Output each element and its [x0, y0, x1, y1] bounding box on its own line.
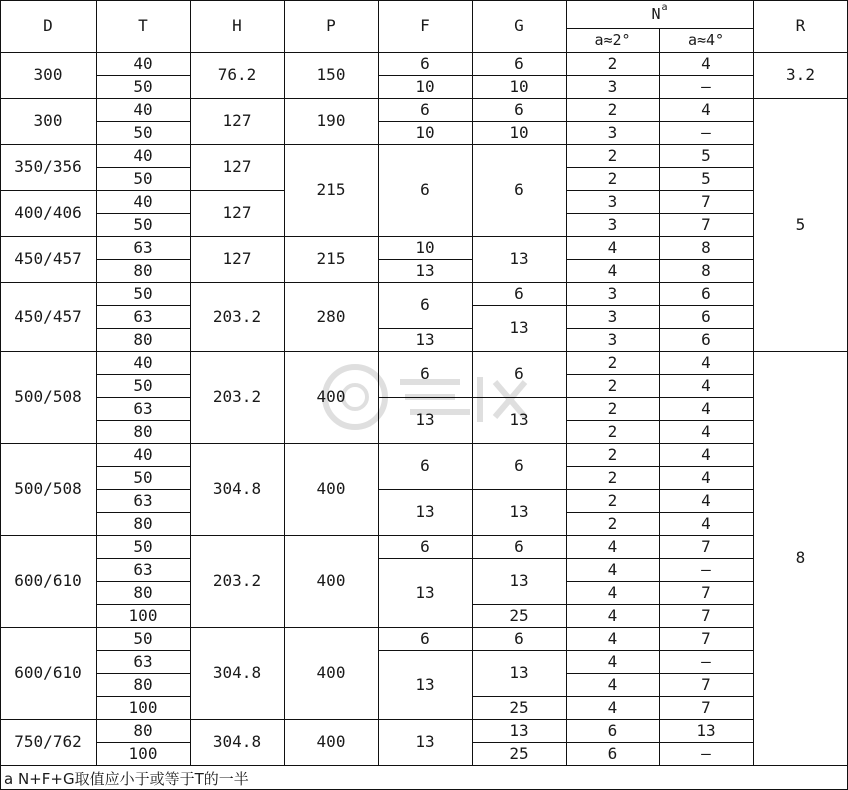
header-n — [566, 0, 753, 28]
d-cell: 450/457 — [14, 249, 82, 268]
p-cell: 400 — [316, 479, 346, 498]
header-n-angle-2: a≈2° — [594, 30, 631, 49]
f-cell: 13 — [415, 732, 435, 751]
f-cell: 13 — [415, 582, 435, 602]
header-t: T — [138, 16, 148, 35]
g-cell: 10 — [509, 76, 529, 96]
p-cell: 215 — [316, 249, 346, 268]
grid-line — [0, 0, 848, 1]
n-angle-2-cell: 2 — [607, 352, 618, 372]
n-angle-4-cell: 4 — [701, 398, 711, 418]
n-angle-4-cell: 5 — [701, 145, 711, 165]
header-n-footnote-mark: a — [661, 2, 668, 13]
n-angle-4-cell: – — [701, 559, 711, 579]
n-angle-4-cell: 4 — [701, 490, 711, 510]
h-cell: 304.8 — [212, 732, 262, 751]
n-angle-2-cell: 2 — [607, 375, 618, 395]
header-f: F — [420, 16, 430, 35]
grid-line — [96, 0, 97, 766]
r-cell: 8 — [795, 548, 806, 567]
f-cell: 6 — [420, 536, 430, 556]
d-cell: 350/356 — [14, 157, 82, 176]
g-cell: 13 — [509, 720, 529, 740]
n-angle-4-cell: – — [701, 76, 711, 96]
t-cell: 100 — [128, 743, 158, 763]
t-cell: 80 — [133, 674, 153, 694]
grid-line — [284, 0, 285, 766]
g-cell: 13 — [509, 318, 529, 337]
n-angle-2-cell: 3 — [607, 76, 618, 96]
header-h: H — [232, 16, 242, 35]
t-cell: 40 — [133, 99, 153, 119]
n-angle-4-cell: – — [701, 743, 711, 763]
n-angle-4-cell: 6 — [701, 306, 711, 326]
d-cell: 600/610 — [14, 571, 82, 590]
n-angle-2-cell: 2 — [607, 444, 618, 464]
n-angle-4-cell: 8 — [701, 237, 711, 257]
n-angle-4-cell: – — [701, 122, 711, 142]
d-cell: 500/508 — [14, 479, 82, 498]
h-cell: 203.2 — [212, 571, 262, 590]
n-angle-4-cell: 4 — [701, 421, 711, 441]
d-cell: 750/762 — [14, 732, 82, 751]
f-cell: 6 — [420, 53, 430, 73]
f-cell: 6 — [420, 364, 430, 383]
p-cell: 400 — [316, 387, 346, 406]
n-angle-2-cell: 2 — [607, 490, 618, 510]
n-angle-4-cell: 7 — [701, 191, 711, 211]
t-cell: 80 — [133, 260, 153, 280]
n-angle-4-cell: 13 — [696, 720, 716, 740]
grid-line — [472, 0, 473, 766]
f-cell: 13 — [415, 410, 435, 429]
header-n-label: N — [651, 4, 661, 23]
g-cell: 13 — [509, 410, 529, 429]
g-cell: 6 — [514, 364, 524, 383]
n-angle-4-cell: 4 — [701, 467, 711, 487]
t-cell: 40 — [133, 53, 153, 73]
g-cell: 6 — [514, 536, 524, 556]
t-cell: 50 — [133, 168, 153, 188]
f-cell: 6 — [420, 99, 430, 119]
f-cell: 13 — [415, 674, 435, 694]
n-angle-4-cell: 6 — [701, 283, 711, 303]
n-angle-2-cell: 2 — [607, 168, 618, 188]
n-angle-4-cell: 7 — [701, 214, 711, 234]
t-cell: 40 — [133, 444, 153, 464]
n-angle-2-cell: 4 — [607, 559, 618, 579]
h-cell: 304.8 — [212, 479, 262, 498]
n-angle-2-cell: 4 — [607, 536, 618, 556]
n-angle-2-cell: 6 — [607, 720, 618, 740]
n-angle-2-cell: 3 — [607, 122, 618, 142]
d-cell: 300 — [33, 111, 63, 130]
t-cell: 80 — [133, 329, 153, 349]
n-angle-2-cell: 3 — [607, 214, 618, 234]
n-angle-2-cell: 6 — [607, 743, 618, 763]
f-cell: 13 — [415, 502, 435, 521]
n-angle-2-cell: 2 — [607, 99, 618, 119]
h-cell: 127 — [222, 157, 252, 176]
g-cell: 25 — [509, 743, 529, 763]
t-cell: 63 — [133, 651, 153, 671]
n-angle-4-cell: 7 — [701, 605, 711, 625]
d-cell: 500/508 — [14, 387, 82, 406]
t-cell: 40 — [133, 352, 153, 372]
n-angle-2-cell: 4 — [607, 260, 618, 280]
p-cell: 190 — [316, 111, 346, 130]
h-cell: 127 — [222, 111, 252, 130]
grid-line — [378, 0, 379, 766]
d-cell: 300 — [33, 65, 63, 84]
n-angle-4-cell: 4 — [701, 513, 711, 533]
grid-line — [0, 0, 1, 790]
header-r: R — [795, 16, 806, 35]
n-angle-4-cell: – — [701, 651, 711, 671]
n-angle-2-cell: 2 — [607, 398, 618, 418]
n-angle-2-cell: 4 — [607, 237, 618, 257]
g-cell: 6 — [514, 456, 524, 475]
n-angle-4-cell: 7 — [701, 536, 711, 556]
n-angle-2-cell: 4 — [607, 651, 618, 671]
g-cell: 25 — [509, 605, 529, 625]
t-cell: 50 — [133, 122, 153, 142]
t-cell: 50 — [133, 283, 153, 303]
g-cell: 6 — [514, 53, 524, 73]
n-angle-2-cell: 4 — [607, 605, 618, 625]
n-angle-2-cell: 4 — [607, 628, 618, 648]
n-angle-2-cell: 3 — [607, 283, 618, 303]
g-cell: 13 — [509, 663, 529, 682]
t-cell: 50 — [133, 536, 153, 556]
r-cell: 5 — [795, 214, 806, 234]
t-cell: 40 — [133, 191, 153, 211]
t-cell: 50 — [133, 76, 153, 96]
g-cell: 13 — [509, 249, 529, 268]
n-angle-2-cell: 2 — [607, 467, 618, 487]
r-cell: 3.2 — [786, 65, 815, 84]
f-cell: 10 — [415, 76, 435, 96]
p-cell: 215 — [316, 180, 346, 199]
t-cell: 63 — [133, 306, 153, 326]
t-cell: 80 — [133, 582, 153, 602]
f-cell: 13 — [415, 329, 435, 349]
f-cell: 6 — [420, 456, 430, 475]
g-cell: 6 — [514, 283, 524, 303]
h-cell: 203.2 — [212, 387, 262, 406]
grid-line — [566, 28, 754, 29]
g-cell: 6 — [514, 180, 524, 199]
n-angle-4-cell: 4 — [701, 99, 711, 119]
g-cell: 13 — [509, 502, 529, 521]
f-cell: 10 — [415, 237, 435, 257]
n-angle-2-cell: 3 — [607, 329, 618, 349]
n-angle-2-cell: 4 — [607, 697, 618, 717]
n-angle-4-cell: 7 — [701, 582, 711, 602]
t-cell: 50 — [133, 628, 153, 648]
n-angle-2-cell: 3 — [607, 191, 618, 211]
g-cell: 6 — [514, 99, 524, 119]
n-angle-2-cell: 4 — [607, 674, 618, 694]
g-cell: 25 — [509, 697, 529, 717]
f-cell: 6 — [420, 180, 430, 199]
h-cell: 127 — [222, 203, 252, 222]
grid-line — [566, 0, 567, 766]
t-cell: 63 — [133, 398, 153, 418]
header-d: D — [43, 16, 53, 35]
n-angle-2-cell: 2 — [607, 53, 618, 73]
h-cell: 127 — [222, 249, 252, 268]
p-cell: 150 — [316, 65, 346, 84]
n-angle-4-cell: 4 — [701, 352, 711, 372]
n-angle-2-cell: 2 — [607, 145, 618, 165]
h-cell: 76.2 — [217, 65, 257, 84]
header-g: G — [514, 16, 524, 35]
d-cell: 450/457 — [14, 306, 82, 326]
n-angle-4-cell: 7 — [701, 674, 711, 694]
t-cell: 50 — [133, 467, 153, 487]
t-cell: 50 — [133, 214, 153, 234]
header-p: P — [326, 16, 336, 35]
n-angle-4-cell: 4 — [701, 444, 711, 464]
n-angle-2-cell: 3 — [607, 306, 618, 326]
p-cell: 280 — [316, 306, 346, 326]
d-cell: 600/610 — [14, 663, 82, 682]
p-cell: 400 — [316, 732, 346, 751]
grid-line — [753, 0, 754, 766]
t-cell: 63 — [133, 237, 153, 257]
grid-line — [190, 0, 191, 766]
t-cell: 80 — [133, 421, 153, 441]
n-angle-2-cell: 2 — [607, 421, 618, 441]
t-cell: 100 — [128, 605, 158, 625]
t-cell: 80 — [133, 513, 153, 533]
f-cell: 10 — [415, 122, 435, 142]
footnote: a N+F+G取值应小于或等于T的一半 — [4, 769, 249, 788]
n-angle-4-cell: 5 — [701, 168, 711, 188]
f-cell: 6 — [420, 628, 430, 648]
n-angle-4-cell: 4 — [701, 53, 711, 73]
header-n-angle-4: a≈4° — [687, 30, 725, 49]
n-angle-4-cell: 6 — [701, 329, 711, 349]
t-cell: 63 — [133, 490, 153, 510]
p-cell: 400 — [316, 571, 346, 590]
grid-line — [0, 765, 848, 766]
n-angle-4-cell: 8 — [701, 260, 711, 280]
g-cell: 10 — [509, 122, 529, 142]
f-cell: 6 — [420, 295, 430, 314]
t-cell: 100 — [128, 697, 158, 717]
n-angle-4-cell: 7 — [701, 628, 711, 648]
n-angle-2-cell: 2 — [607, 513, 618, 533]
g-cell: 6 — [514, 628, 524, 648]
n-angle-4-cell: 7 — [701, 697, 711, 717]
p-cell: 400 — [316, 663, 346, 682]
t-cell: 63 — [133, 559, 153, 579]
h-cell: 304.8 — [212, 663, 262, 682]
n-angle-4-cell: 4 — [701, 375, 711, 395]
f-cell: 13 — [415, 260, 435, 280]
t-cell: 50 — [133, 375, 153, 395]
t-cell: 40 — [133, 145, 153, 165]
grid-line — [659, 28, 660, 766]
d-cell: 400/406 — [14, 203, 82, 222]
h-cell: 203.2 — [212, 306, 262, 326]
g-cell: 13 — [509, 571, 529, 590]
n-angle-2-cell: 4 — [607, 582, 618, 602]
grid-line — [0, 52, 848, 53]
t-cell: 80 — [133, 720, 153, 740]
